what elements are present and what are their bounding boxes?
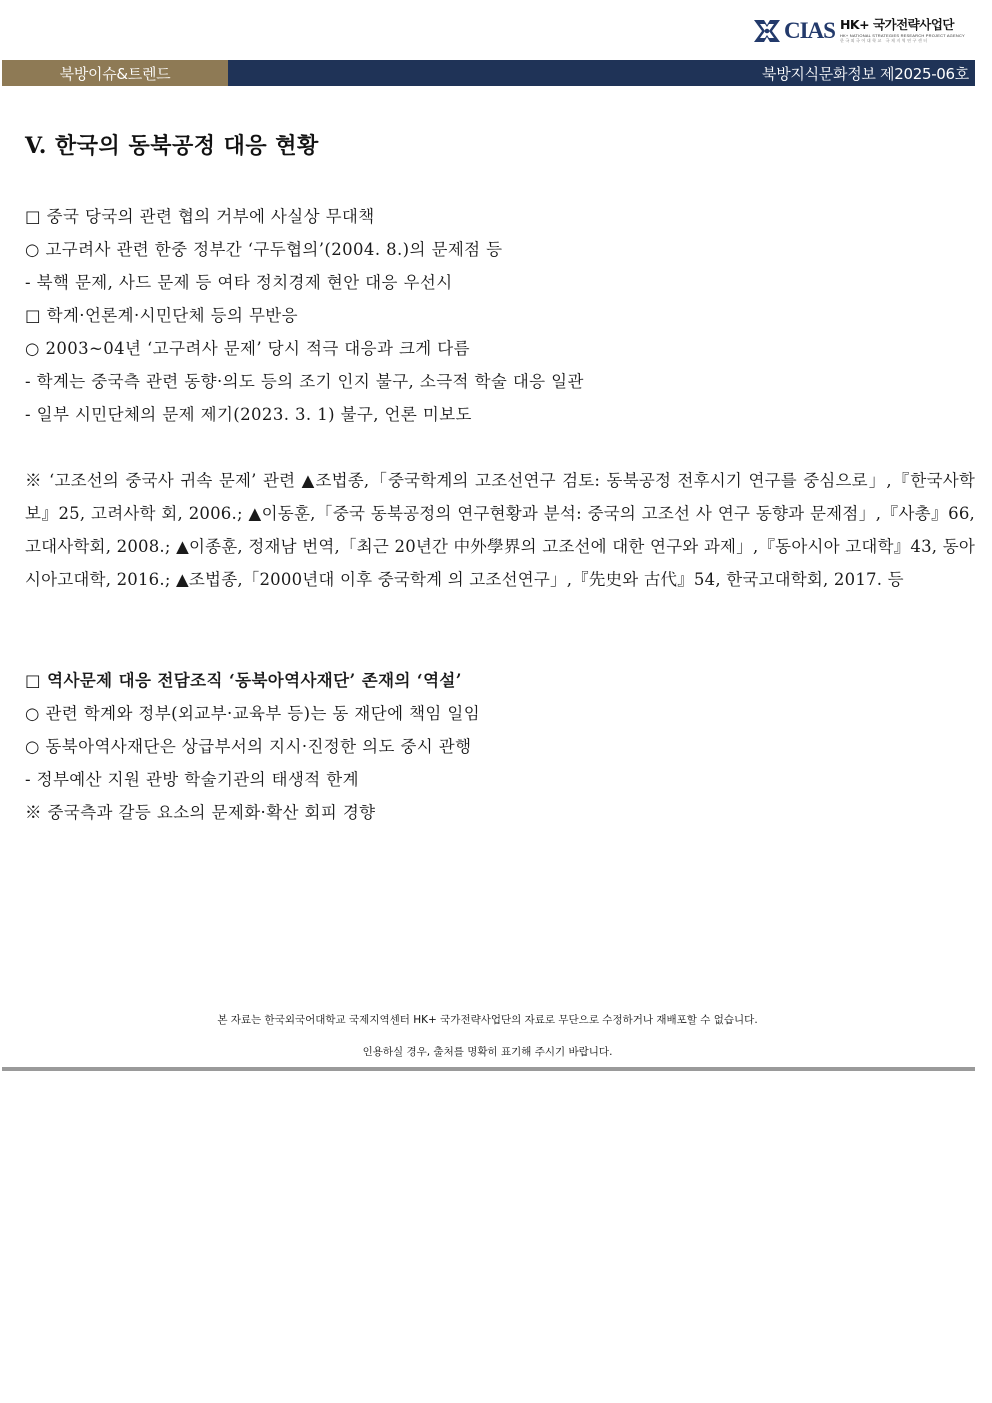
issue-list bbox=[25, 200, 975, 431]
logo-hk-text: HK+ 국가전략사업단 bbox=[839, 16, 954, 32]
list-item: ○ 2003~04년 ‘고구려사 문제’ 당시 적극 대응과 크게 다름 bbox=[25, 339, 470, 358]
logo-subtitle-en: HK+ NATIONAL STRATEGIES RESEARCH PROJECT AGENCY bbox=[839, 33, 965, 39]
category-label: 북방이슈&트렌드 bbox=[2, 60, 228, 86]
logo-cias-text: CIAS bbox=[784, 18, 835, 43]
list-item: ○ 동북아역사재단은 상급부서의 지시·진정한 의도 중시 관행 bbox=[25, 737, 472, 756]
section-title: V. 한국의 동북공정 대응 현황 bbox=[25, 133, 319, 159]
list-item: ※ 중국측과 갈등 요소의 문제화·확산 회피 경향 bbox=[25, 803, 376, 822]
footer-rule bbox=[2, 1067, 975, 1071]
list-item: - 일부 시민단체의 문제 제기(2023. 3. 1) 불구, 언론 미보도 bbox=[25, 405, 472, 424]
cias-logo bbox=[752, 14, 974, 48]
cias-emblem-icon bbox=[752, 16, 782, 46]
list-item: ○ 관련 학계와 정부(외교부·교육부 등)는 동 재단에 책임 일임 bbox=[25, 704, 481, 723]
citation-notice: 인용하실 경우, 출처를 명확히 표기해 주시기 바랍니다. bbox=[362, 1046, 613, 1058]
list-item: - 정부예산 지원 관방 학술기관의 태생적 한계 bbox=[25, 770, 359, 789]
reference-note: ※ ‘고조선의 중국사 귀속 문제’ 관련 ▲조법종,「중국학계의 고조선연구 검토: 동북공정 전후시기 연구를 중심으로」,『한국사학보』25, 고려사학 회, 2006.; ▲이동훈,「중국 동북공정의 연구현황과 분석: 중국의 고조선 사 연구 동향과 문제점」,『사총』66, 고대사학회, 2008.; ▲이종훈, 정재남 번역,「최근 20년간 中外學界의 고조선에 대한 연구와 과제」,『동아시아 고대학』43, 동아시아고대학, 2016.; ▲조법종,「2000년대 이후 중국학계 의 고조선연구」,『先史와 古代』54, 한국고대학회, 2017. 등 bbox=[25, 471, 975, 589]
list-item: - 학계는 중국측 관련 동향·의도 등의 조기 인지 불구, 소극적 학술 대응 일관 bbox=[25, 372, 584, 391]
list-item: □ 중국 당국의 관련 협의 거부에 사실상 무대책 bbox=[25, 207, 375, 226]
copyright-notice: 본 자료는 한국외국어대학교 국제지역센터 HK+ 국가전략사업단의 자료로 무단으로 수정하거나 재배포할 수 없습니다. bbox=[217, 1014, 758, 1026]
list-heading: □ 역사문제 대응 전담조직 ‘동북아역사재단’ 존재의 ‘역설’ bbox=[25, 671, 462, 690]
list-item: □ 학계·언론계·시민단체 등의 무반응 bbox=[25, 306, 298, 325]
publication-label: 북방지식문화정보 제2025-06호 bbox=[228, 60, 975, 86]
foundation-list bbox=[25, 664, 975, 829]
list-item: - 북핵 문제, 사드 문제 등 여타 정치경제 현안 대응 우선시 bbox=[25, 273, 453, 292]
logo-subtitle-ko: 한국외국어대학교 국제지역연구센터 bbox=[839, 38, 929, 44]
header-bar bbox=[2, 60, 975, 86]
list-item: ○ 고구려사 관련 한중 정부간 ‘구두협의’(2004. 8.)의 문제점 등 bbox=[25, 240, 503, 259]
